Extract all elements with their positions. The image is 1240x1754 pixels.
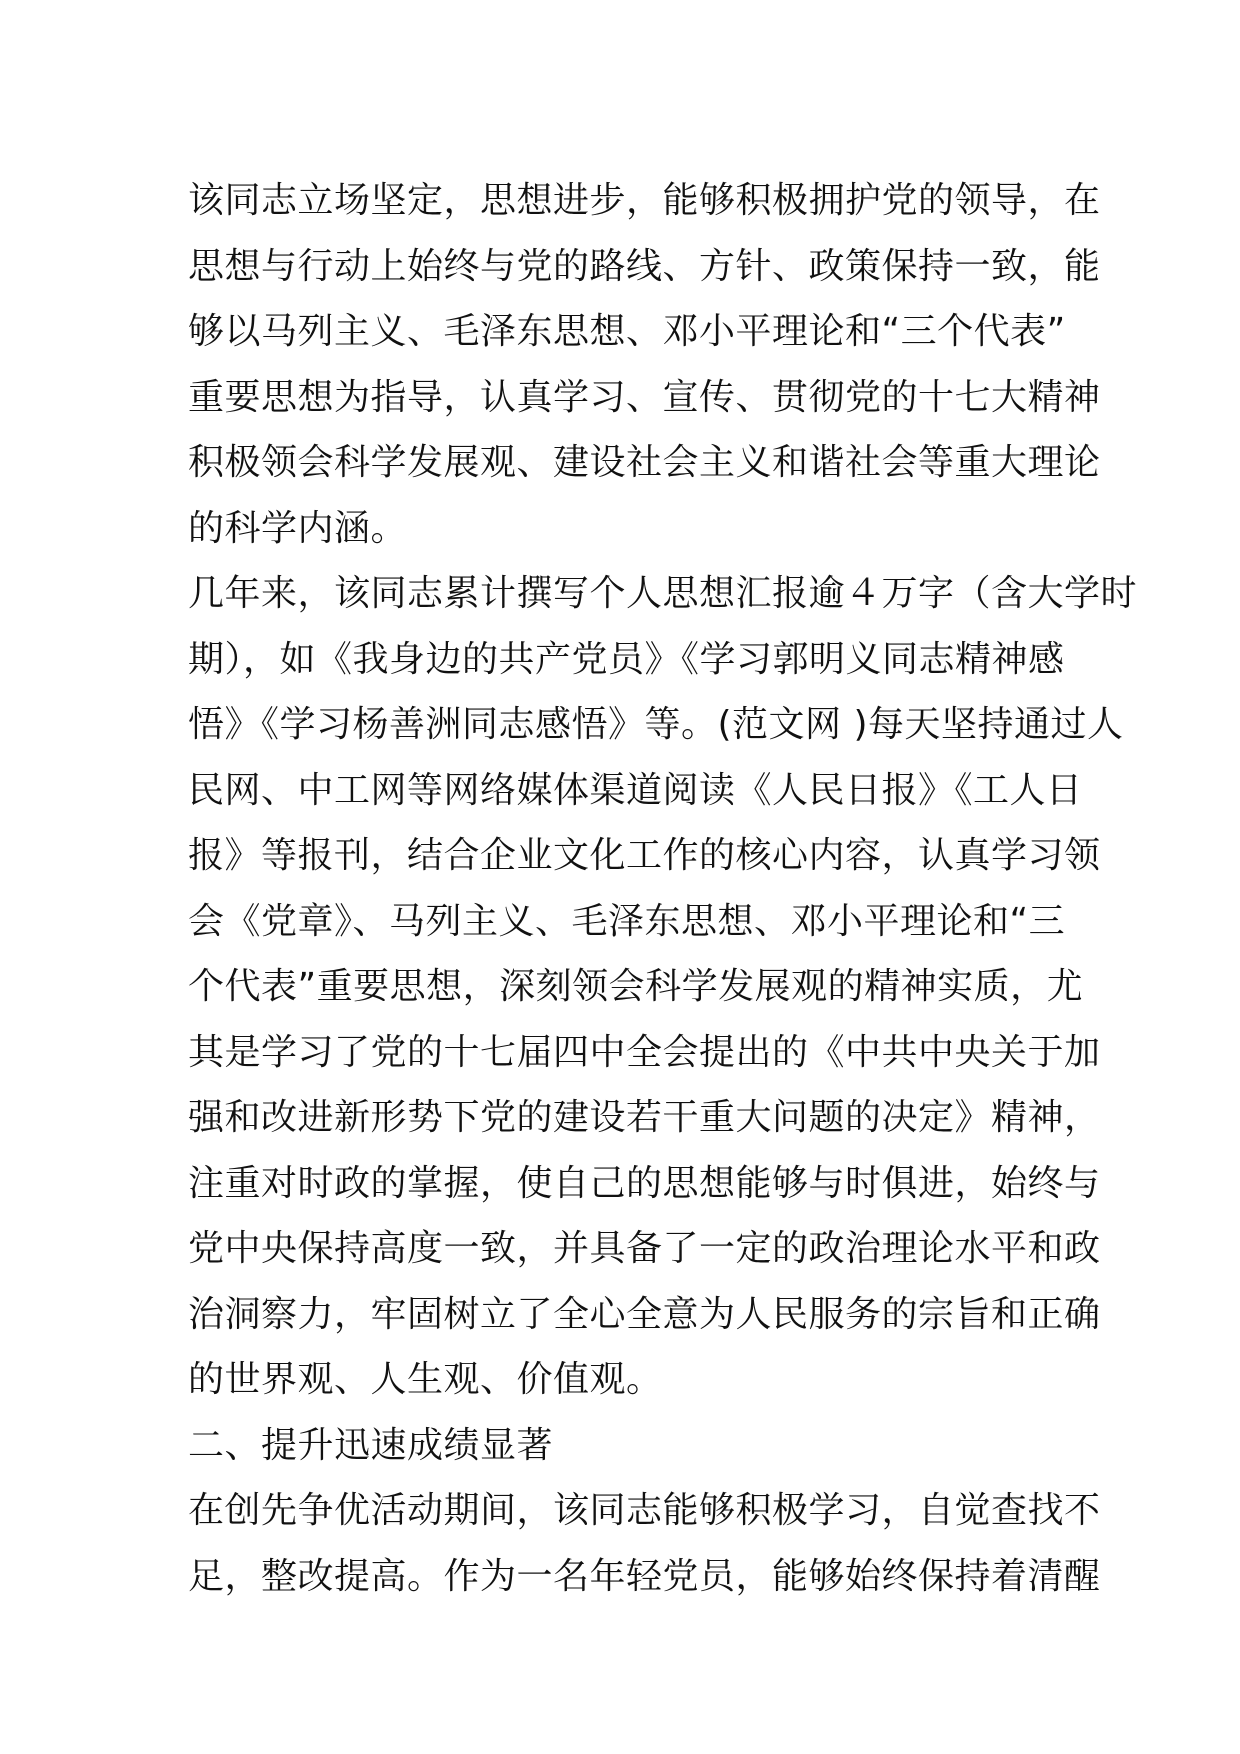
text-line: 其是学习了党的十七届四中全会提出的《中共中央关于加 (188, 1031, 1101, 1073)
text-line: 的科学内涵。 (188, 507, 408, 549)
text-line: 重要思想为指导，认真学习、宣传、贯彻党的十七大精神 (188, 376, 1101, 418)
text-line: 几年来，该同志累计撰写个人思想汇报逾４万字（含大学时 (188, 573, 1138, 614)
text-line: 该同志立场坚定，思想进步，能够积极拥护党的领导，在 (188, 180, 1101, 221)
section-heading (188, 1413, 1058, 1479)
text-line: 在创先争优活动期间，该同志能够积极学习，自觉查找不 (188, 1490, 1101, 1531)
text-line: 的世界观、人生观、价值观。 (188, 1359, 663, 1400)
text-line: 治洞察力，牢固树立了全心全意为人民服务的宗旨和正确 (188, 1293, 1101, 1335)
text-line: 期），如《我身边的共产党员》《学习郭明义同志精神感 (188, 638, 1065, 680)
text-line: 注重对时政的掌握，使自己的思想能够与时俱进，始终与 (188, 1162, 1101, 1204)
text-line: 个代表”重要思想，深刻领会科学发展观的精神实质，尤 (188, 966, 1084, 1007)
text-line: 思想与行动上始终与党的路线、方针、政策保持一致，能 (188, 245, 1101, 287)
text-line: 悟》《学习杨善洲同志感悟》等。(范文网 )每天坚持通过人 (188, 704, 1124, 745)
text-line: 足，整改提高。作为一名年轻党员，能够始终保持着清醒 (188, 1555, 1101, 1597)
paragraph-3 (188, 1478, 1101, 1609)
paragraph-1 (188, 168, 1101, 561)
text-line: 报》等报刊，结合企业文化工作的核心内容，认真学习领 (188, 835, 1101, 876)
text-line: 够以马列主义、毛泽东思想、邓小平理论和“三个代表” (188, 311, 1066, 352)
heading-text: 二、提升迅速成绩显著 (188, 1424, 554, 1466)
text-line: 会《党章》、马列主义、毛泽东思想、邓小平理论和“三 (188, 900, 1066, 942)
document-body (188, 168, 1138, 1609)
text-line: 民网、中工网等网络媒体渠道阅读《人民日报》《工人日 (188, 769, 1083, 811)
text-line: 强和改进新形势下党的建设若干重大问题的决定》精神， (188, 1097, 1101, 1138)
text-line: 党中央保持高度一致，并具备了一定的政治理论水平和政 (188, 1228, 1101, 1269)
paragraph-2 (188, 561, 1138, 1413)
text-line: 积极领会科学发展观、建设社会主义和谐社会等重大理论 (188, 442, 1101, 483)
